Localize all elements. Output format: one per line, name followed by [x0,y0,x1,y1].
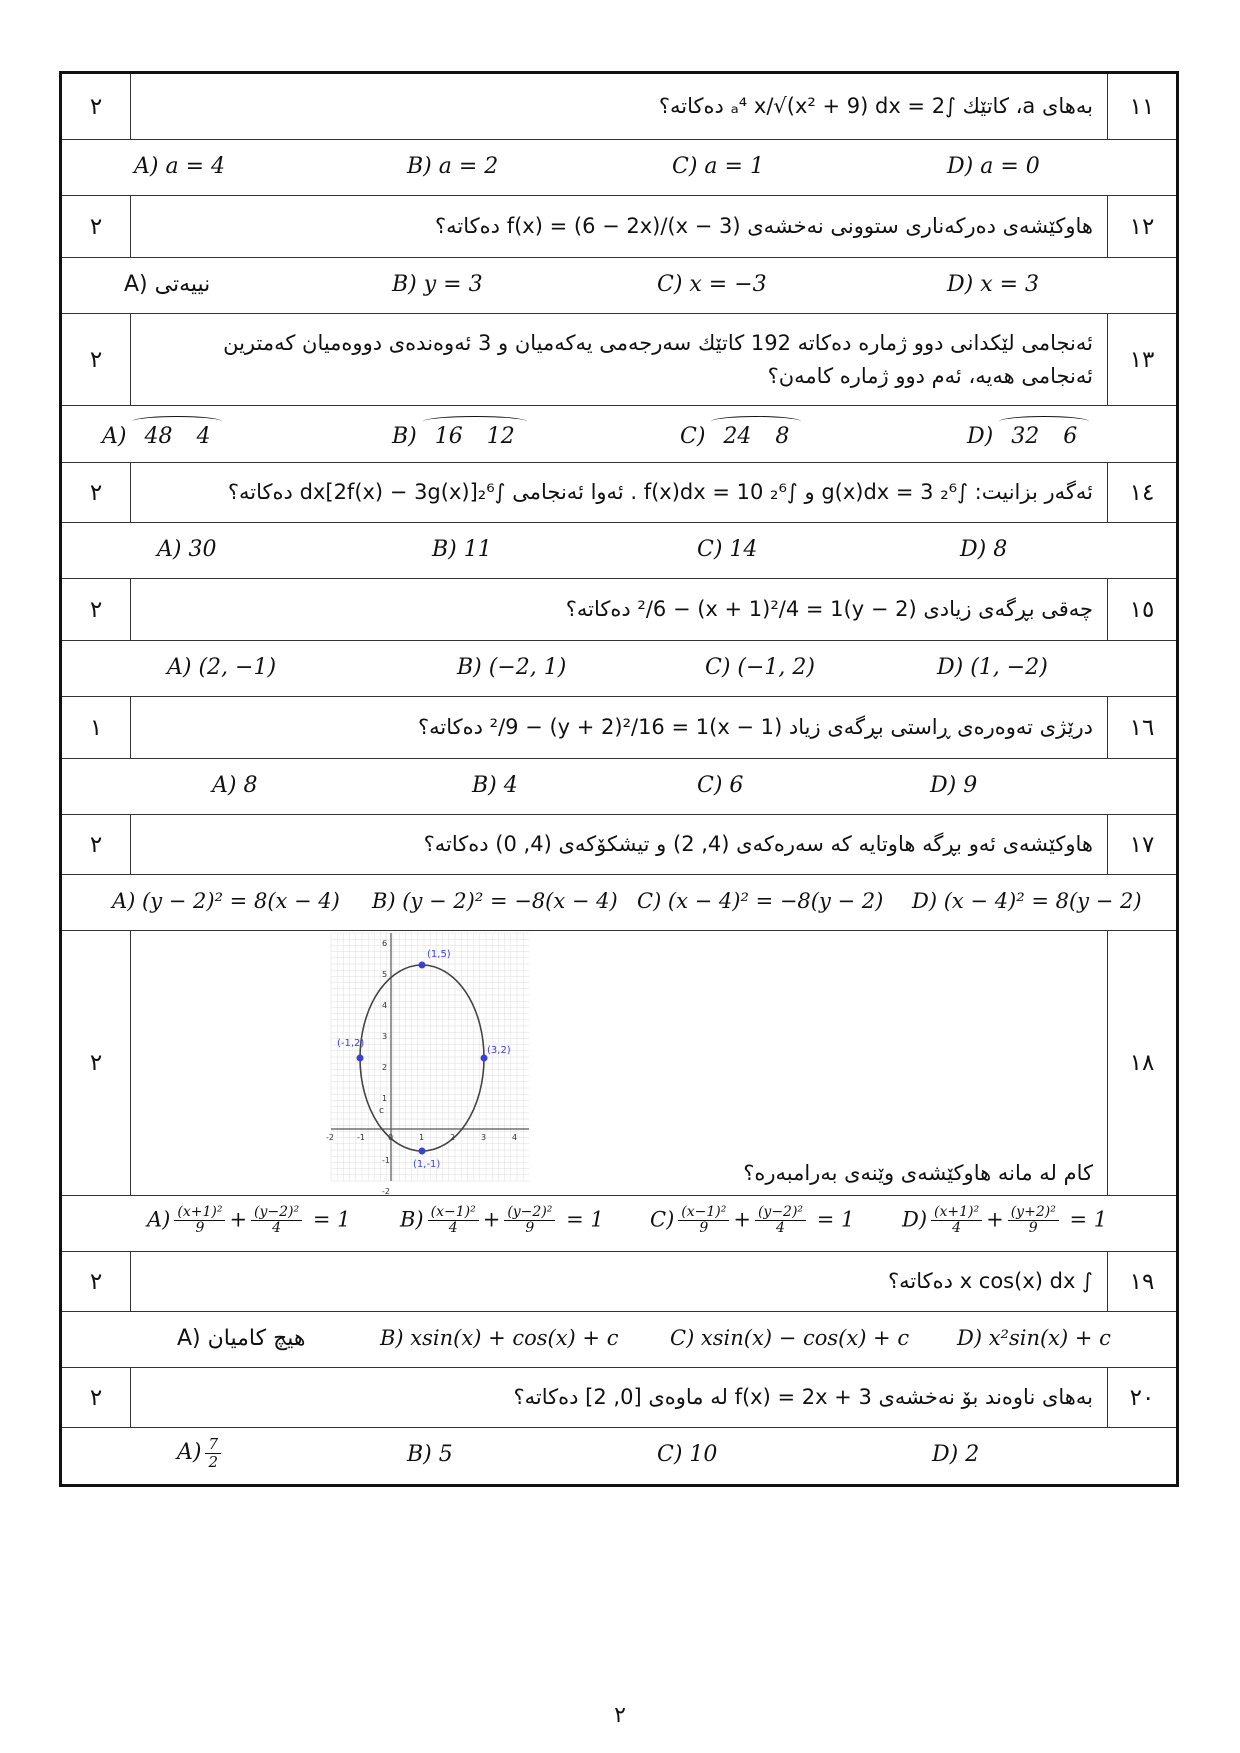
option-a[interactable]: A) $\frac{\text{(x+1)²}}{9}$ + $\frac{\text{(y−2)²}}{4}$ = 1 [147,1204,351,1237]
option-b[interactable]: B) xsin(x) + cos(x) + c [380,1326,619,1350]
question-number: ١٨ [1107,931,1176,1195]
option-a[interactable]: A) 48 4 [102,416,222,449]
point-label: (3,2) [487,1045,511,1056]
option-c[interactable]: C) a = 1 [672,154,764,179]
x-tick-label: 4 [512,1133,518,1142]
question-number: ٢٠ [1107,1368,1176,1427]
question-row [62,931,1176,1196]
y-tick-label: 3 [382,1032,388,1041]
question-number: ١٥ [1107,579,1176,640]
point-bottom [419,1148,426,1155]
question-row [62,815,1176,875]
option-b[interactable]: B) 16 12 [392,416,527,449]
mark-cell: ٢ [62,579,131,640]
question-text: ئەنجامی لێکدانی دوو ژمارە دەکاتە 192 کاتێك سەرجەمی یەکەمیان و 3 ئەوەندەی دووەمیان کەمترین ئەنجامی هەیە، ئەم دوو ژمارە کامەن؟ [223,330,1093,388]
question-number: ١٣ [1107,314,1176,405]
point-label: (1,-1) [413,1159,441,1170]
question-number: ١٩ [1107,1252,1176,1311]
options-row [62,1312,1176,1368]
question-number: ١٦ [1107,697,1176,758]
mark-cell: ٢ [62,196,131,257]
y-tick-label: 6 [382,939,388,948]
option-a[interactable]: A) 8 [212,773,258,798]
question-text: ∫ x cos(x) dx دەکاتە؟ [888,1269,1093,1294]
option-d[interactable]: D) a = 0 [947,154,1040,179]
option-c[interactable]: C) 14 [697,537,758,562]
option-a[interactable]: A) (2, −1) [167,655,277,680]
option-d[interactable]: D) 9 [930,773,978,798]
y-tick-label: 5 [382,970,388,979]
option-d[interactable]: D) x = 3 [947,272,1040,297]
mark-cell: ٢ [62,1368,131,1427]
mark-cell: ١ [62,697,131,758]
options-row [62,258,1176,314]
options-row [62,759,1176,815]
question-row [62,74,1176,140]
question-number: ١٢ [1107,196,1176,257]
x-tick-label: 1 [419,1133,425,1142]
ellipse-graph [326,933,529,1196]
x-tick-label: -1 [357,1133,365,1142]
mark-cell: ٢ [62,931,131,1195]
question-body [131,931,1107,1195]
option-d[interactable]: D) 32 6 [967,416,1089,449]
question-table [59,71,1179,1487]
point-label: (-1,2) [337,1038,365,1049]
question-number: ١٤ [1107,463,1176,522]
option-c[interactable]: C) xsin(x) − cos(x) + c [670,1326,910,1350]
question-text: ئەگەر بزانیت: ∫₂⁶ g(x)dx = 3 و ∫₂⁶ f(x)dx = 10 . ئەوا ئەنجامی ∫₂⁶[2f(x) − 3g(x)]dx دەکاتە؟ [227,480,1093,505]
option-a[interactable]: A) نییەتی [124,272,211,297]
option-a[interactable]: A) 30 [157,537,217,562]
y-tick-label: 2 [382,1063,388,1072]
question-text: چەقی بڕگەی زیادی (y − 2)²/6 − (x + 1)²/4 = 1 دەکاتە؟ [565,597,1093,622]
mark-cell: ٢ [62,74,131,139]
option-c[interactable]: C) (x − 4)² = −8(y − 2) [637,889,884,913]
question-row [62,196,1176,258]
option-b[interactable]: B) 11 [432,537,492,562]
option-b[interactable]: B) 5 [407,1442,453,1467]
question-text: درێژی تەوەرەی ڕاستی بڕگەی زیاد (x − 1)²/9 − (y + 2)²/16 = 1 دەکاتە؟ [417,715,1093,740]
question-row [62,1252,1176,1312]
mark-cell: ٢ [62,1252,131,1311]
x-tick-label: -2 [326,1133,334,1142]
option-a[interactable]: A) $\frac{7}{2}$ [177,1436,225,1470]
question-text: هاوکێشەی دەرکەناری ستوونی نەخشەی f(x) = (6 − 2x)/(x − 3) دەکاتە؟ [435,214,1093,239]
question-row [62,314,1176,406]
options-row [62,1196,1176,1252]
page-number: ٢ [614,1703,626,1728]
option-c[interactable]: C) 10 [657,1442,718,1467]
option-d[interactable]: D) $\frac{\text{(x+1)²}}{4}$ + $\frac{\text{(y+2)²}}{9}$ = 1 [902,1204,1108,1237]
option-d[interactable]: D) x²sin(x) + c [957,1326,1111,1350]
question-row [62,463,1176,523]
option-a[interactable]: A) هیچ کامیان [177,1326,306,1351]
option-d[interactable]: D) (1, −2) [937,655,1048,680]
options-row [62,140,1176,196]
point-top [419,962,426,969]
option-c[interactable]: C) x = −3 [657,272,767,297]
options-row [62,875,1176,931]
option-d[interactable]: D) (x − 4)² = 8(y − 2) [912,889,1142,913]
point-label: (1,5) [427,949,451,960]
option-c[interactable]: C) $\frac{\text{(x−1)²}}{9}$ + $\frac{\text{(y−2)²}}{4}$ = 1 [650,1204,855,1237]
option-b[interactable]: B) a = 2 [407,154,499,179]
options-row [62,523,1176,579]
option-d[interactable]: D) 8 [960,537,1008,562]
question-text: بەهای a، کاتێك ∫ₐ⁴ x/√(x² + 9) dx = 2 دەکاتە؟ [658,94,1093,119]
option-a[interactable]: A) a = 4 [134,154,225,179]
option-b[interactable]: B) y = 3 [392,272,483,297]
question-row [62,697,1176,759]
mark-cell: ٢ [62,314,131,405]
option-b[interactable]: B) 4 [472,773,518,798]
options-row [62,641,1176,697]
question-text: کام لە مانە هاوکێشەی وێنەی بەرامبەرە؟ [743,1161,1093,1185]
option-c[interactable]: C) 24 8 [680,416,801,449]
option-c[interactable]: C) (−1, 2) [705,655,815,680]
y-tick-label: 1 [382,1094,388,1103]
y-tick-label: -2 [382,1187,390,1196]
question-row [62,579,1176,641]
question-row [62,1368,1176,1428]
option-d[interactable]: D) 2 [932,1442,980,1467]
ellipse-curve [360,965,487,1151]
option-b[interactable]: B) $\frac{\text{(x−1)²}}{4}$ + $\frac{\text{(y−2)²}}{9}$ = 1 [400,1204,604,1237]
x-tick-label: 0 [388,1133,394,1142]
y-tick-label: 4 [382,1001,388,1010]
option-b[interactable]: B) (y − 2)² = −8(x − 4) [372,889,618,913]
options-row [62,1428,1176,1484]
question-number: ١٧ [1107,815,1176,874]
x-tick-label: 3 [481,1133,487,1142]
mark-cell: ٢ [62,463,131,522]
graph-ticks [326,939,517,1196]
point-left [357,1055,364,1062]
option-b[interactable]: B) (−2, 1) [457,655,567,680]
c-label: c [379,1106,384,1116]
option-a[interactable]: A) (y − 2)² = 8(x − 4) [112,889,340,913]
x-tick-label: 2 [450,1133,456,1142]
options-row [62,406,1176,463]
question-text: هاوکێشەی ئەو بڕگە هاوتایە کە سەرەکەی (4, 2) و تیشکۆکەی (4, 0) دەکاتە؟ [423,832,1093,857]
y-tick-label: -1 [382,1156,390,1165]
question-text: بەهای ناوەند بۆ نەخشەی f(x) = 2x + 3 لە ماوەی [0, 2] دەکاتە؟ [513,1385,1093,1410]
mark-cell: ٢ [62,815,131,874]
question-number: ١١ [1107,74,1176,139]
option-c[interactable]: C) 6 [697,773,744,798]
